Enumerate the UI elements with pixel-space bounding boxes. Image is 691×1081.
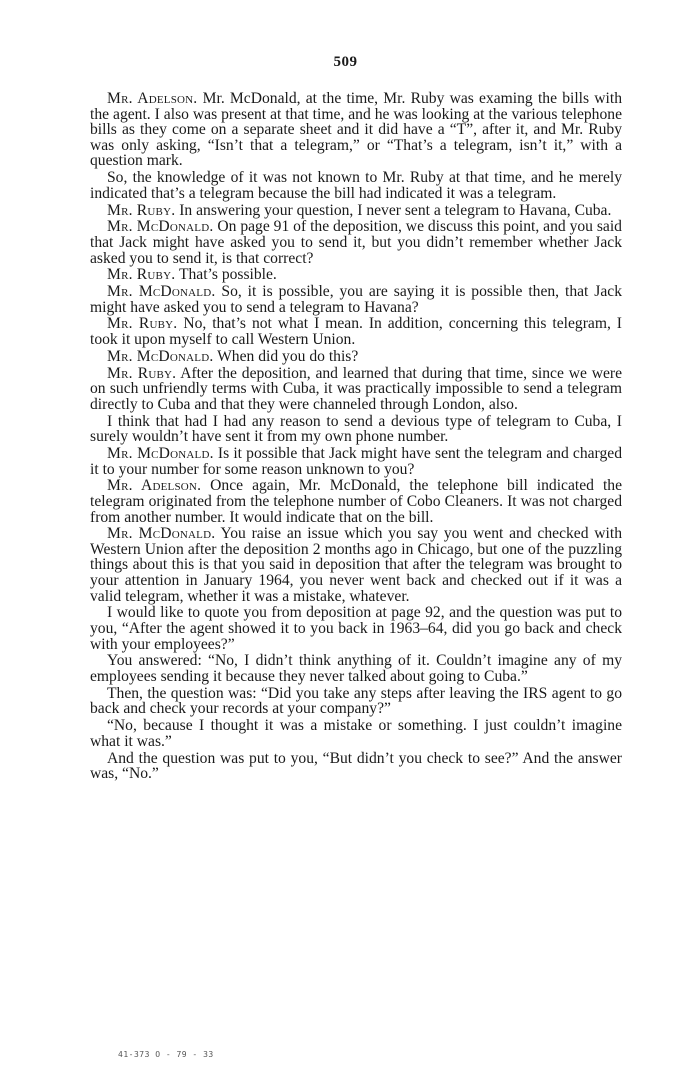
paragraph <box>90 267 622 283</box>
speaker-name: Mr. McDonald. <box>107 444 214 462</box>
speaker-name: Mr. Adelson. <box>107 90 198 107</box>
speaker-name: Mr. Ruby. <box>107 315 178 333</box>
speaker-name: Mr. McDonald. <box>107 218 214 236</box>
paragraph-text: And the question was put to you, “But didn’t you check to see?” And the answer was, “No.” <box>90 749 622 783</box>
paragraph-text: On page 91 of the deposition, we discuss this point, and you said that Jack might have asked you to send it, but you didn’t remember whether Jack asked you to send it, is that correct? <box>90 218 622 267</box>
paragraph <box>90 446 622 477</box>
paragraph-text: When did you do this? <box>213 347 359 365</box>
paragraph-text: That’s possible. <box>175 266 277 284</box>
speaker-name: Mr. McDonald. <box>107 525 216 543</box>
paragraph-text: Once again, Mr. McDonald, the telephone bill indicated the telegram originated from the telephone number of Cobo Cleaners. It was not charged from another number. It would indicate that on the bill. <box>90 477 622 526</box>
paragraph <box>90 526 622 604</box>
paragraph-text: You raise an issue which you say you went and checked with Western Union after the deposition 2 months ago in Chicago, but one of the puzzling things about this is that you said in deposition that after the telegram was brought to your attention in January 1964, you never went back and checked out if it was a valid telegram, whether it was a mistake, whatever. <box>90 525 622 605</box>
paragraph-text: Is it possible that Jack might have sent the telegram and charged it to your number for some reason unknown to you? <box>90 444 622 478</box>
paragraph <box>90 91 622 169</box>
paragraph <box>90 349 622 365</box>
paragraph-text: So, the knowledge of it was not known to Mr. Ruby at that time, and he merely indicated that’s a telegram because the bill had indicated it was a telegram. <box>90 169 622 202</box>
paragraph-text: No, that’s not what I mean. In addition, concerning this telegram, I took it upon myself to call Western Union. <box>90 315 622 349</box>
paragraph <box>90 219 622 266</box>
paragraph <box>90 686 622 717</box>
paragraph <box>90 203 622 219</box>
paragraph-text: In answering your question, I never sent a telegram to Havana, Cuba. <box>175 201 612 219</box>
paragraph-text: “No, because I thought it was a mistake or something. I just couldn’t imagine what it was.” <box>90 717 622 750</box>
paragraph <box>90 366 622 413</box>
print-code: 41-373 O - 79 - 33 <box>118 1050 214 1059</box>
paragraph-text: So, it is possible, you are saying it is possible then, that Jack might have asked you to send a telegram to Havana? <box>90 283 622 316</box>
paragraph <box>90 478 622 525</box>
paragraph <box>90 316 622 347</box>
paragraph-text: I think that had I had any reason to send a devious type of telegram to Cuba, I surely wouldn’t have sent it from my own phone number. <box>90 412 622 446</box>
page-number: 509 <box>333 54 358 70</box>
paragraph <box>90 653 622 684</box>
speaker-name: Mr. Ruby. <box>107 364 177 382</box>
paragraph <box>90 170 622 201</box>
testimony-text <box>90 91 622 783</box>
paragraph <box>90 605 622 652</box>
paragraph-text: After the deposition, and learned that during that time, since we were on such unfriendly terms with Cuba, it was practically impossible to send a telegram directly to Cuba and that they were channeled through London, also. <box>90 364 622 413</box>
paragraph <box>90 751 622 782</box>
paragraph <box>90 414 622 445</box>
paragraph <box>90 718 622 749</box>
paragraph-text: Then, the question was: “Did you take any steps after leaving the IRS agent to go back and check your records at your company?” <box>90 684 622 718</box>
paragraph-text: I would like to quote you from deposition at page 92, and the question was put to you, “After the agent showed it to you back in 1963–64, did you go back and check with your employees?” <box>90 604 622 653</box>
speaker-name: Mr. Ruby. <box>107 266 176 284</box>
speaker-name: Mr. Ruby. <box>107 201 176 219</box>
speaker-name: Mr. McDonald. <box>107 347 214 365</box>
paragraph-text: Mr. McDonald, at the time, Mr. Ruby was examing the bills with the agent. I also was present at that time, and he was looking at the various telephone bills as they come on a separate sheet and it did have a “T”, after it, and Mr. Ruby was only asking, “Isn’t that a telegram,” or “That’s a telegram, isn’t it,” with a question mark. <box>90 90 622 170</box>
paragraph <box>90 284 622 315</box>
speaker-name: Mr. Adelson. <box>107 477 202 495</box>
speaker-name: Mr. McDonald. <box>107 283 216 301</box>
paragraph-text: You answered: “No, I didn’t think anything of it. Couldn’t imagine any of my employees sending it because they never talked about going to Cuba.” <box>90 652 622 685</box>
